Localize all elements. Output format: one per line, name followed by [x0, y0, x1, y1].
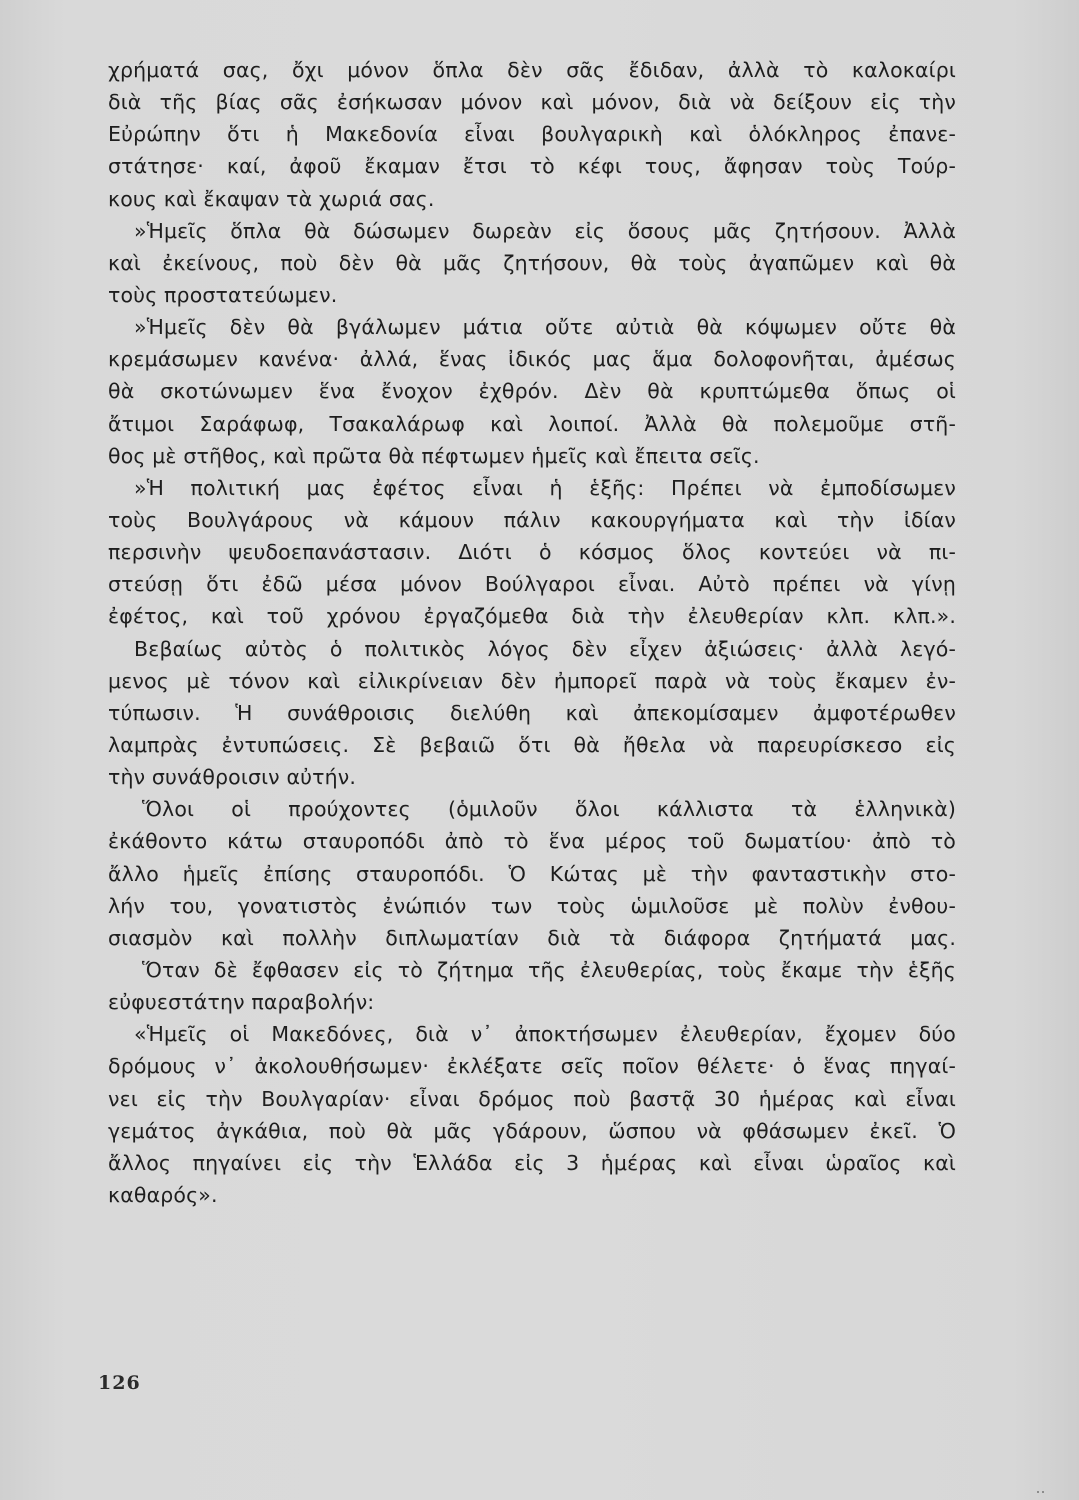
text-line: ἄλλος πηγαίνει εἰς τὴν Ἑλλάδα εἰς 3 ἡμέρας καὶ εἶναι ὡραῖος καὶ — [108, 1150, 956, 1175]
text-line: τὴν συνάθροισιν αὐτήν. — [108, 765, 357, 790]
text-line: εὐφυεστάτην παραβολήν: — [108, 990, 375, 1015]
text-line: στάτησε· καί, ἀφοῦ ἔκαμαν ἔτσι τὸ κέφι τους, ἄφησαν τοὺς Τούρ- — [108, 154, 956, 179]
text-line: τοὺς προστατεύωμεν. — [108, 282, 338, 307]
text-line: κρεμάσωμεν κανένα· ἀλλά, ἕνας ἰδικός μας ἅμα δολοφονῆται, ἀμέσως — [108, 347, 956, 372]
text-line: νει εἰς τὴν Βουλγαρίαν· εἶναι δρόμος ποὺ βαστᾷ 30 ἡμέρας καὶ εἶναι — [108, 1086, 956, 1111]
text-line: ἄτιμοι Σαράφωφ, Τσακαλάρωφ καὶ λοιποί. Ἀλλὰ θὰ πολεμοῦμε στῆ- — [108, 411, 956, 436]
text-line: ἄλλο ἡμεῖς ἐπίσης σταυροπόδι. Ὁ Κώτας μὲ τὴν φανταστικὴν στο- — [108, 861, 956, 886]
text-line: Εὐρώπην ὅτι ἡ Μακεδονία εἶναι βουλγαρικὴ καὶ ὁλόκληρος ἐπανε- — [108, 122, 956, 147]
text-line: λήν του, γονατιστὸς ἐνώπιόν των τοὺς ὡμιλοῦσε μὲ πολὺν ἐνθου- — [108, 893, 956, 918]
text-line: κους καὶ ἔκαψαν τὰ χωριά σας. — [108, 186, 435, 211]
text-line: Ὅταν δὲ ἔφθασεν εἰς τὸ ζήτημα τῆς ἐλευθερίας, τοὺς ἔκαμε τὴν ἑξῆς — [142, 957, 956, 982]
text-line: καθαρός». — [108, 1182, 218, 1207]
text-line: Ὅλοι οἱ προύχοντες (ὁμιλοῦν ὅλοι κάλλιστα τὰ ἑλληνικὰ) — [142, 797, 956, 822]
text-line: καὶ ἐκείνους, ποὺ δὲν θὰ μᾶς ζητήσουν, θὰ τοὺς ἀγαπῶμεν καὶ θὰ — [108, 250, 956, 275]
text-line: Βεβαίως αὐτὸς ὁ πολιτικὸς λόγος δὲν εἶχεν ἀξιώσεις· ἀλλὰ λεγό- — [134, 636, 956, 661]
text-line: διὰ τῆς βίας σᾶς ἐσήκωσαν μόνον καὶ μόνον, διὰ νὰ δείξουν εἰς τὴν — [108, 90, 956, 115]
page-number: 126 — [98, 1372, 141, 1394]
text-line: τοὺς Βουλγάρους νὰ κάμουν πάλιν κακουργήματα καὶ τὴν ἰδίαν — [108, 507, 956, 532]
text-line: δρόμους ν᾽ ἀκολουθήσωμεν· ἐκλέξατε σεῖς ποῖον θέλετε· ὁ ἕνας πηγαί- — [108, 1054, 956, 1079]
text-line: λαμπρὰς ἐντυπώσεις. Σὲ βεβαιῶ ὅτι θὰ ἤθελα νὰ παρευρίσκεσο εἰς — [108, 732, 956, 757]
text-line: περσινὴν ψευδοεπανάστασιν. Διότι ὁ κόσμος ὅλος κοντεύει νὰ πι- — [108, 540, 956, 565]
text-line: τύπωσιν. Ἡ συνάθροισις διελύθη καὶ ἀπεκομίσαμεν ἀμφοτέρωθεν — [108, 700, 956, 725]
text-line: ἐφέτος, καὶ τοῦ χρόνου ἐργαζόμεθα διὰ τὴν ἐλευθερίαν κλπ. κλπ.». — [108, 604, 956, 629]
text-line: σιασμὸν καὶ πολλὴν διπλωματίαν διὰ τὰ διάφορα ζητήματά μας. — [108, 925, 956, 950]
text-line: »Ἡμεῖς ὅπλα θὰ δώσωμεν δωρεὰν εἰς ὅσους μᾶς ζητήσουν. Ἀλλὰ — [134, 218, 956, 243]
text-line: «Ἡμεῖς οἱ Μακεδόνες, διὰ ν᾽ ἀποκτήσωμεν ἐλευθερίαν, ἔχομεν δύο — [134, 1022, 956, 1047]
scan-speck-decoration — [1037, 1478, 1051, 1482]
text-line: »Ἡ πολιτική μας ἐφέτος εἶναι ἡ ἑξῆς: Πρέπει νὰ ἐμποδίσωμεν — [134, 475, 956, 500]
text-line: »Ἡμεῖς δὲν θὰ βγάλωμεν μάτια οὔτε αὐτιὰ θὰ κόψωμεν οὔτε θὰ — [134, 315, 956, 340]
text-line: θὰ σκοτώνωμεν ἕνα ἔνοχον ἐχθρόν. Δὲν θὰ κρυπτώμεθα ὅπως οἱ — [108, 379, 956, 404]
text-line: θος μὲ στῆθος, καὶ πρῶτα θὰ πέφτωμεν ἡμεῖς καὶ ἔπειτα σεῖς. — [108, 443, 760, 468]
text-line: γεμάτος ἀγκάθια, ποὺ θὰ μᾶς γδάρουν, ὥσπου νὰ φθάσωμεν ἐκεῖ. Ὁ — [108, 1118, 956, 1143]
text-line: στεύσῃ ὅτι ἐδῶ μέσα μόνον Βούλγαροι εἶναι. Αὐτὸ πρέπει νὰ γίνῃ — [108, 572, 956, 597]
body-text — [108, 54, 956, 1211]
text-line: χρήματά σας, ὄχι μόνον ὅπλα δὲν σᾶς ἔδιδαν, ἀλλὰ τὸ καλοκαίρι — [108, 58, 956, 82]
text-line: ἐκάθοντο κάτω σταυροπόδι ἀπὸ τὸ ἕνα μέρος τοῦ δωματίου· ἀπὸ τὸ — [108, 829, 956, 854]
text-line: μενος μὲ τόνον καὶ εἰλικρίνειαν δὲν ἠμπορεῖ παρὰ νὰ τοὺς ἔκαμεν ἐν- — [108, 668, 956, 693]
